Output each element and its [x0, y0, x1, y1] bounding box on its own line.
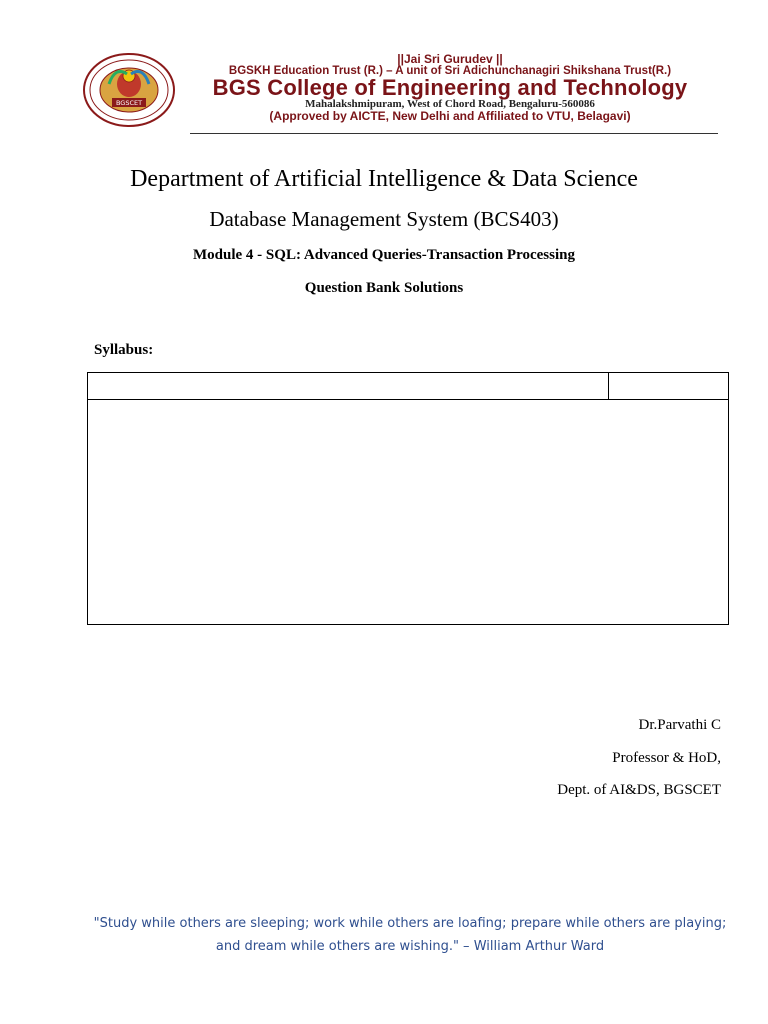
signature-name: Dr.Parvathi C [638, 717, 721, 733]
svg-text:BGSCET: BGSCET [115, 99, 143, 107]
syllabus-table-column-divider [608, 373, 609, 399]
header-invocation: ||Jai Sri Gurudev || [397, 52, 503, 66]
syllabus-label: Syllabus: [94, 342, 154, 358]
motivational-quote: "Study while others are sleeping; work while others are loafing; prepare while others are playing; and dream while others are wishing." – William Arthur Ward [93, 916, 727, 954]
course-title: Database Management System (BCS403) [209, 207, 559, 231]
college-name: BGS College of Engineering and Technology [212, 75, 688, 100]
college-seal-logo [82, 52, 176, 128]
signature-department: Dept. of AI&DS, BGSCET [557, 782, 721, 798]
college-approval: (Approved by AICTE, New Delhi and Affiliated to VTU, Belagavi) [269, 109, 631, 123]
signature-designation: Professor & HoD, [612, 750, 721, 766]
syllabus-table-header-row [88, 373, 728, 400]
syllabus-table [87, 372, 729, 625]
header-divider [190, 133, 718, 134]
header-trust-line: BGSKH Education Trust (R.) – A unit of Sri Adichunchanagiri Shikshana Trust(R.) [228, 65, 672, 77]
college-address: Mahalakshmipuram, West of Chord Road, Bengaluru-560086 [305, 98, 595, 110]
department-title: Department of Artificial Intelligence & Data Science [130, 166, 638, 192]
module-title: Module 4 - SQL: Advanced Queries-Transaction Processing [193, 247, 575, 263]
document-subtitle: Question Bank Solutions [304, 280, 464, 296]
